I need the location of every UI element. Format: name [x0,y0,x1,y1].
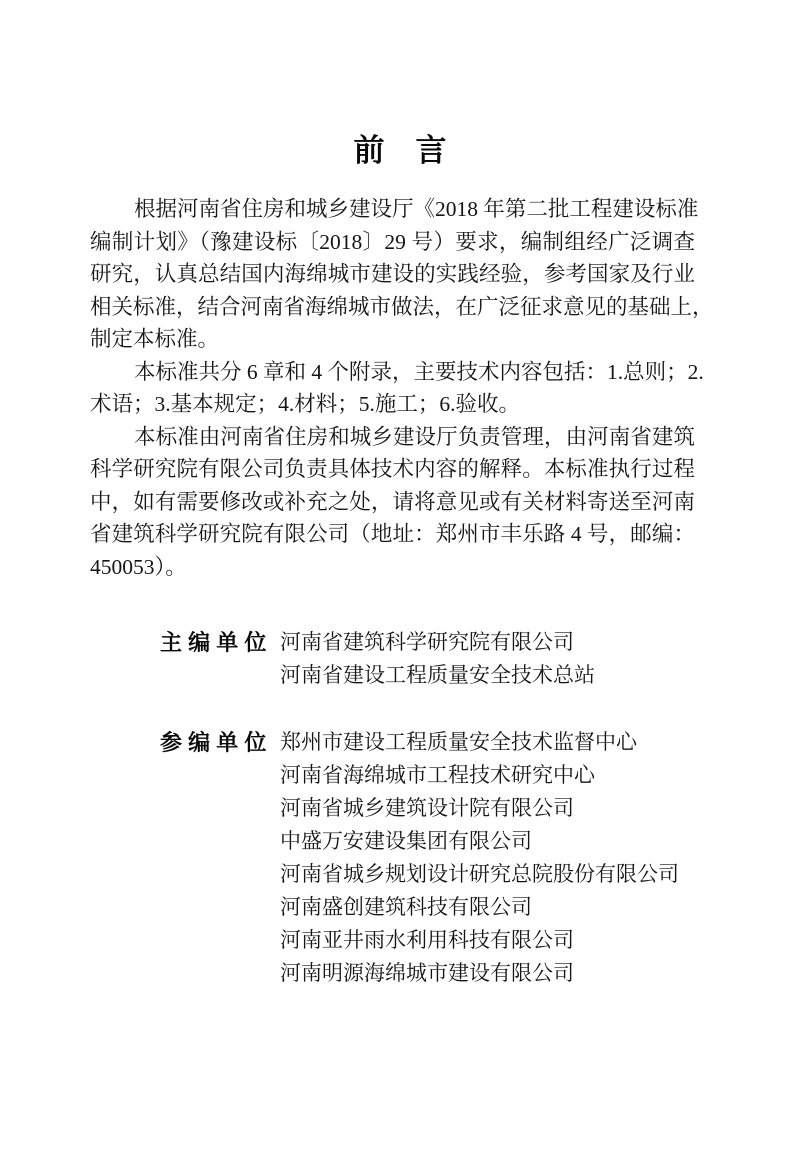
chief-editor-label: 主 编 单 位 [160,630,267,655]
foreword-title: 前 言 [353,133,447,168]
foreword-line: 省建筑科学研究院有限公司（地址：郑州市丰乐路 4 号，邮编： [90,522,695,546]
foreword-line: 编制计划》（豫建设标〔2018〕29 号）要求，编制组经广泛调查 [90,229,695,254]
foreword-line: 中，如有需要修改或补充之处，请将意见或有关材料寄送至河南 [90,489,695,514]
foreword-line: 相关标准，结合河南省海绵城市做法，在广泛征求意见的基础上， [90,294,714,319]
unit-name: 河南盛创建筑科技有限公司 [280,895,532,919]
unit-name: 河南省城乡规划设计研究总院股份有限公司 [280,862,679,886]
foreword-line: 本标准由河南省住房和城乡建设厅负责管理，由河南省建筑 [134,424,695,449]
foreword-line: 根据河南省住房和城乡建设厅《2018 年第二批工程建设标准 [134,197,699,221]
foreword-body [90,193,714,583]
foreword-line: 科学研究院有限公司负责具体技术内容的解释。本标准执行过程 [90,457,695,481]
foreword-line: 制定本标准。 [90,327,220,351]
foreword-line: 研究，认真总结国内海绵城市建设的实践经验，参考国家及行业 [90,262,695,286]
foreword-line: 术语；3.基本规定；4.材料；5.施工；6.验收。 [90,392,521,416]
unit-name: 河南省建筑科学研究院有限公司 [280,630,574,654]
foreword-line: 本标准共分 6 章和 4 个附录，主要技术内容包括：1.总则；2. [134,359,704,384]
chief-editor-section [160,626,595,692]
unit-name: 河南亚井雨水利用科技有限公司 [280,928,574,952]
unit-name: 河南明源海绵城市建设有限公司 [280,961,574,985]
foreword-line: 450053）。 [90,554,187,579]
unit-name: 河南省城乡建筑设计院有限公司 [280,796,574,820]
unit-name: 河南省建设工程质量安全技术总站 [280,663,595,687]
unit-name: 河南省海绵城市工程技术研究中心 [280,763,595,787]
participating-editor-units [280,726,679,990]
participating-editor-label: 参 编 单 位 [160,730,267,755]
unit-name: 郑州市建设工程质量安全技术监督中心 [280,730,637,754]
participating-editor-section [160,726,679,990]
chief-editor-units [280,626,595,692]
unit-name: 中盛万安建设集团有限公司 [280,829,532,853]
